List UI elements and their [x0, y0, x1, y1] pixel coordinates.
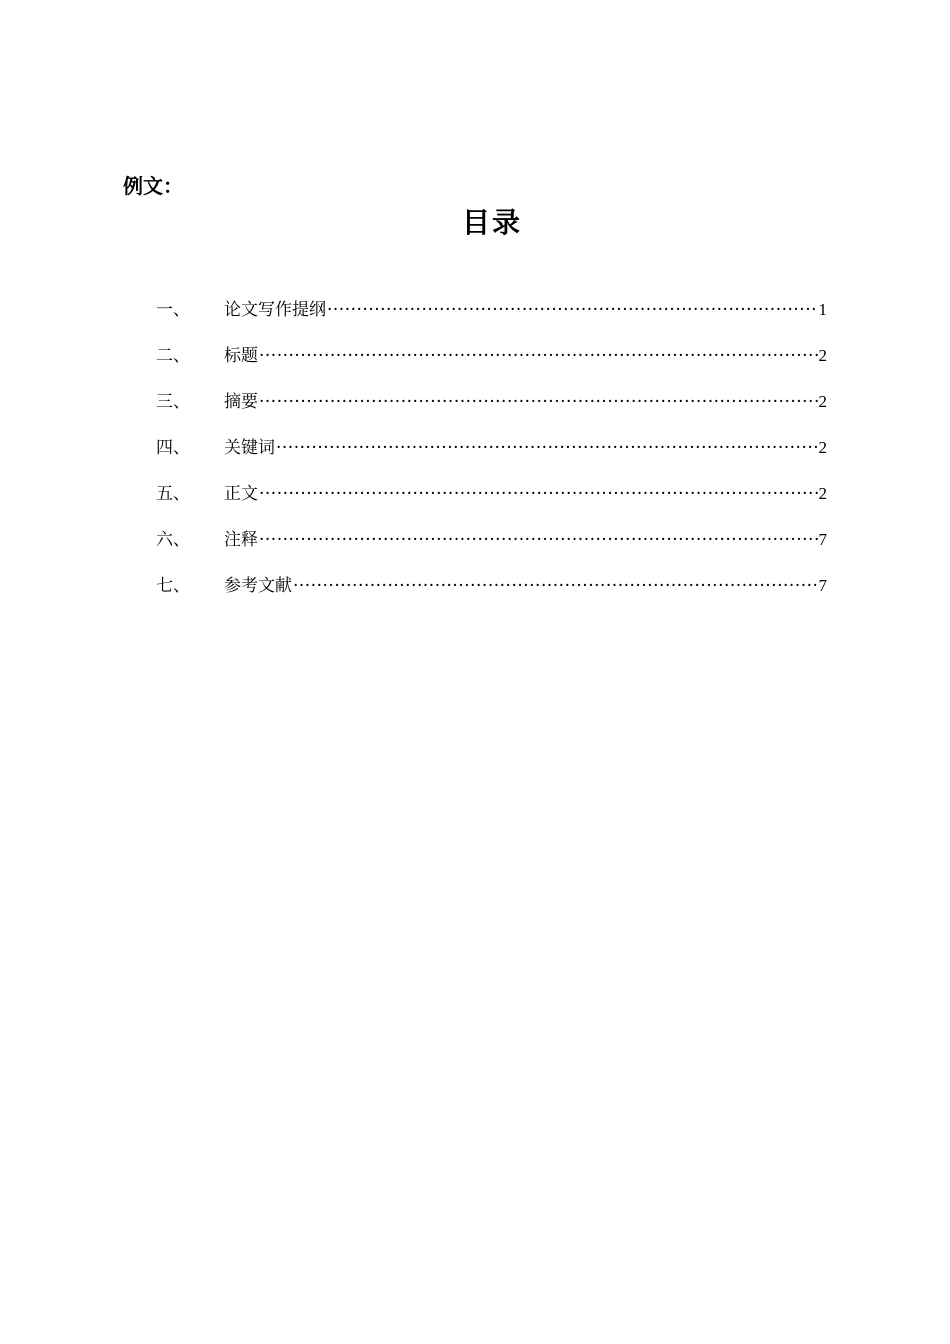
toc-entry-text: 论文写作提纲: [224, 300, 326, 320]
toc-entry-number: 二、: [156, 346, 190, 366]
toc-entry-page: 7: [818, 576, 827, 595]
toc-entry: [156, 528, 827, 574]
toc-entry-text: 正文: [224, 484, 258, 504]
toc-entry: [156, 482, 827, 528]
toc-entry: [156, 436, 827, 482]
toc-entry-number: 六、: [156, 530, 190, 550]
toc-entry-number: 三、: [156, 392, 190, 412]
toc-entry-number: 一、: [156, 300, 190, 320]
toc-entry-number: 七、: [156, 576, 190, 596]
toc-title: 目录: [461, 206, 522, 239]
toc-leader-dots: [276, 436, 818, 460]
toc-entry: [156, 298, 827, 344]
toc-entry-text: 参考文献: [224, 576, 292, 596]
toc-entry-text: 关键词: [224, 438, 275, 458]
toc-entry-text: 摘要: [224, 392, 258, 412]
toc-leader-dots: [259, 390, 818, 414]
toc-entry-text: 标题: [224, 346, 258, 366]
toc-entry-number: 四、: [156, 438, 190, 458]
toc-entry: [156, 574, 827, 620]
toc-entry-text: 注释: [224, 530, 258, 550]
toc-entry-page: 2: [818, 484, 827, 503]
toc-leader-dots: [259, 344, 818, 368]
example-label: 例文：: [123, 174, 183, 198]
toc-entry-page: 2: [818, 438, 827, 457]
toc-entry: [156, 390, 827, 436]
toc-leader-dots: [259, 528, 818, 552]
toc-entry-page: 7: [818, 530, 827, 549]
toc-entry-page: 1: [818, 300, 827, 319]
toc-entry: [156, 344, 827, 390]
toc-leader-dots: [259, 482, 818, 506]
toc-leader-dots: [327, 298, 818, 322]
toc-entry-page: 2: [818, 346, 827, 365]
toc-entry-number: 五、: [156, 484, 190, 504]
toc-leader-dots: [293, 574, 818, 598]
table-of-contents: [156, 298, 827, 620]
toc-entry-page: 2: [818, 392, 827, 411]
